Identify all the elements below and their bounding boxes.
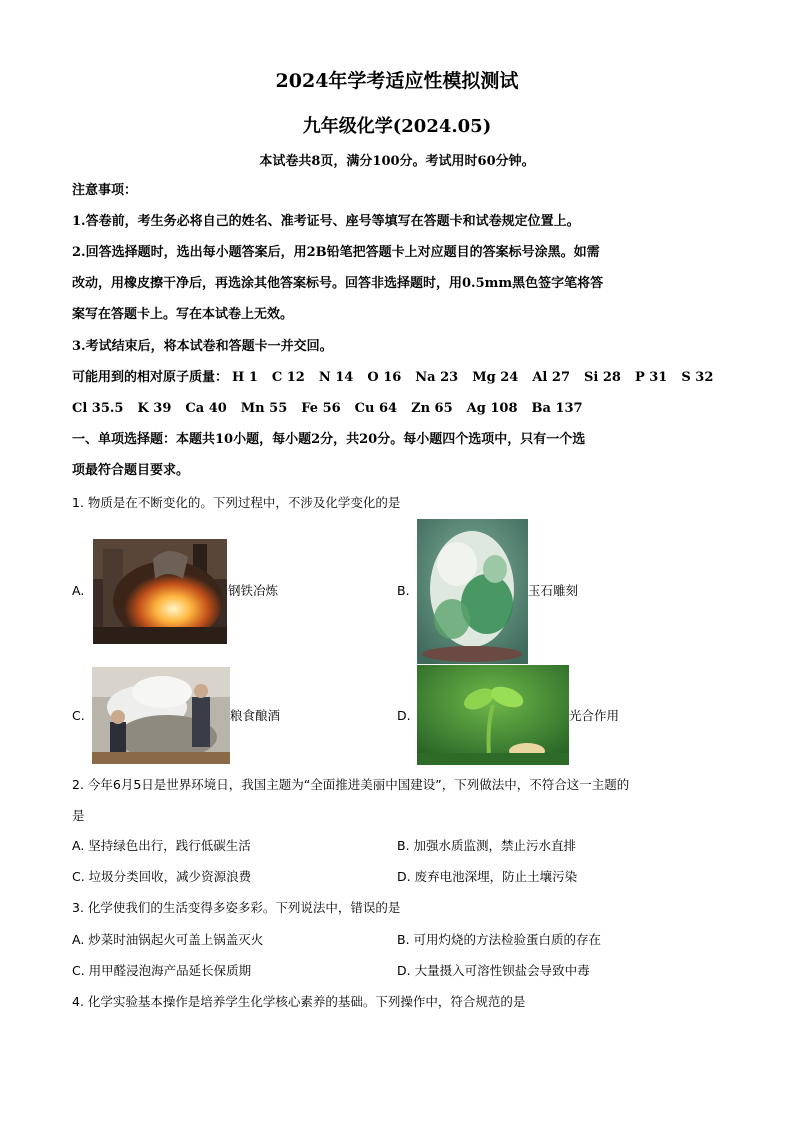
atomic-mass: N 14 xyxy=(318,370,354,385)
atomic-mass: P 31 xyxy=(634,370,668,385)
question-4-stem: 4. 化学实验基本操作是培养学生化学核心素养的基础。下列操作中，符合规范的是 xyxy=(72,994,526,1009)
notes-heading: 注意事项： xyxy=(72,183,138,198)
atomic-mass: Mn 55 xyxy=(240,401,288,416)
steel-smelting-image xyxy=(93,539,227,644)
q2-option-c: C. 垃圾分类回收，减少资源浪费 xyxy=(72,869,252,884)
q1-option-b-text: 玉石雕刻 xyxy=(528,583,579,598)
question-2-stem: 2. 今年6月5日是世界环境日，我国主题为“全面推进美丽中国建设”，下列做法中，不符合这一主题的 xyxy=(72,777,630,792)
photosynthesis-sprout-image xyxy=(417,665,569,765)
note-1: 1.答卷前，考生务必将自己的姓名、准考证号、座号等填写在答题卡和试卷规定位置上。 xyxy=(72,214,580,229)
q2-option-d: D. 废弃电池深埋，防止土壤污染 xyxy=(397,869,578,884)
q1-option-c-letter: C. xyxy=(72,708,85,723)
note-3: 3.考试结束后，将本试卷和答题卡一并交回。 xyxy=(72,339,333,354)
atomic-mass: Na 23 xyxy=(415,370,459,385)
q2-option-b: B. 加强水质监测，禁止污水直排 xyxy=(397,838,577,853)
q3-option-a: A. 炒菜时油锅起火可盖上锅盖灭火 xyxy=(72,932,264,947)
atomic-mass: Fe 56 xyxy=(301,401,341,416)
exam-title: 2024年学考适应性模拟测试 xyxy=(275,70,519,92)
atomic-mass: K 39 xyxy=(137,401,172,416)
q3-option-b: B. 可用灼烧的方法检验蛋白质的存在 xyxy=(397,932,602,947)
atomic-mass: O 16 xyxy=(367,370,402,385)
section-1-heading: 一、单项选择题：本题共10小题，每小题2分，共20分。每小题四个选项中，只有一个选 xyxy=(72,432,586,447)
note-2-line-3: 案写在答题卡上。写在本试卷上无效。 xyxy=(72,307,294,322)
grain-wine-brewing-image xyxy=(92,667,230,764)
atomic-mass: Al 27 xyxy=(532,370,570,385)
question-1-stem: 1. 物质是在不断变化的。下列过程中，不涉及化学变化的是 xyxy=(72,495,401,510)
atomic-mass: Ag 108 xyxy=(466,401,518,416)
question-2-stem-cont: 是 xyxy=(72,808,85,823)
exam-subtitle: 九年级化学(2024.05) xyxy=(302,116,492,137)
q1-option-a-letter: A. xyxy=(72,583,85,598)
atomic-mass: Si 28 xyxy=(584,370,621,385)
atomic-mass: C 12 xyxy=(271,370,305,385)
atomic-mass: Cu 64 xyxy=(354,401,398,416)
atomic-mass-row-1 xyxy=(72,368,727,388)
q1-option-a-text: 钢铁冶炼 xyxy=(228,583,279,598)
atomic-mass: S 32 xyxy=(681,370,714,385)
exam-info: 本试卷共8页，满分100分。考试用时60分钟。 xyxy=(259,154,535,169)
atomic-mass: Ba 137 xyxy=(531,401,583,416)
atomic-mass: H 1 xyxy=(232,370,258,385)
q3-option-c: C. 用甲醛浸泡海产品延长保质期 xyxy=(72,963,252,978)
q1-option-b-letter: B. xyxy=(397,583,410,598)
atomic-mass: Mg 24 xyxy=(472,370,519,385)
q1-option-c-text: 粮食酿酒 xyxy=(230,708,281,723)
q3-option-d: D. 大量摄入可溶性钡盐会导致中毒 xyxy=(397,963,590,978)
section-1-heading-cont: 项最符合题目要求。 xyxy=(72,463,190,478)
atomic-mass: Ca 40 xyxy=(185,401,227,416)
note-2-line-1: 2.回答选择题时，选出每小题答案后，用2B铅笔把答题卡上对应题目的答案标号涂黑。如需 xyxy=(72,245,600,260)
q1-option-d-text: 光合作用 xyxy=(569,708,620,723)
atomic-mass-label: 可能用到的相对原子质量： xyxy=(72,370,229,385)
question-3-stem: 3. 化学使我们的生活变得多姿多彩。下列说法中，错误的是 xyxy=(72,900,401,915)
atomic-mass: Zn 65 xyxy=(411,401,453,416)
atomic-mass: Cl 35.5 xyxy=(72,401,124,416)
atomic-mass-row-2 xyxy=(72,399,727,419)
note-2-line-2: 改动，用橡皮擦干净后，再选涂其他答案标号。回答非选择题时，用0.5mm黑色签字笔将答 xyxy=(72,276,604,291)
jade-carving-image xyxy=(417,519,528,664)
q2-option-a: A. 坚持绿色出行，践行低碳生活 xyxy=(72,838,251,853)
q1-option-d-letter: D. xyxy=(397,708,411,723)
